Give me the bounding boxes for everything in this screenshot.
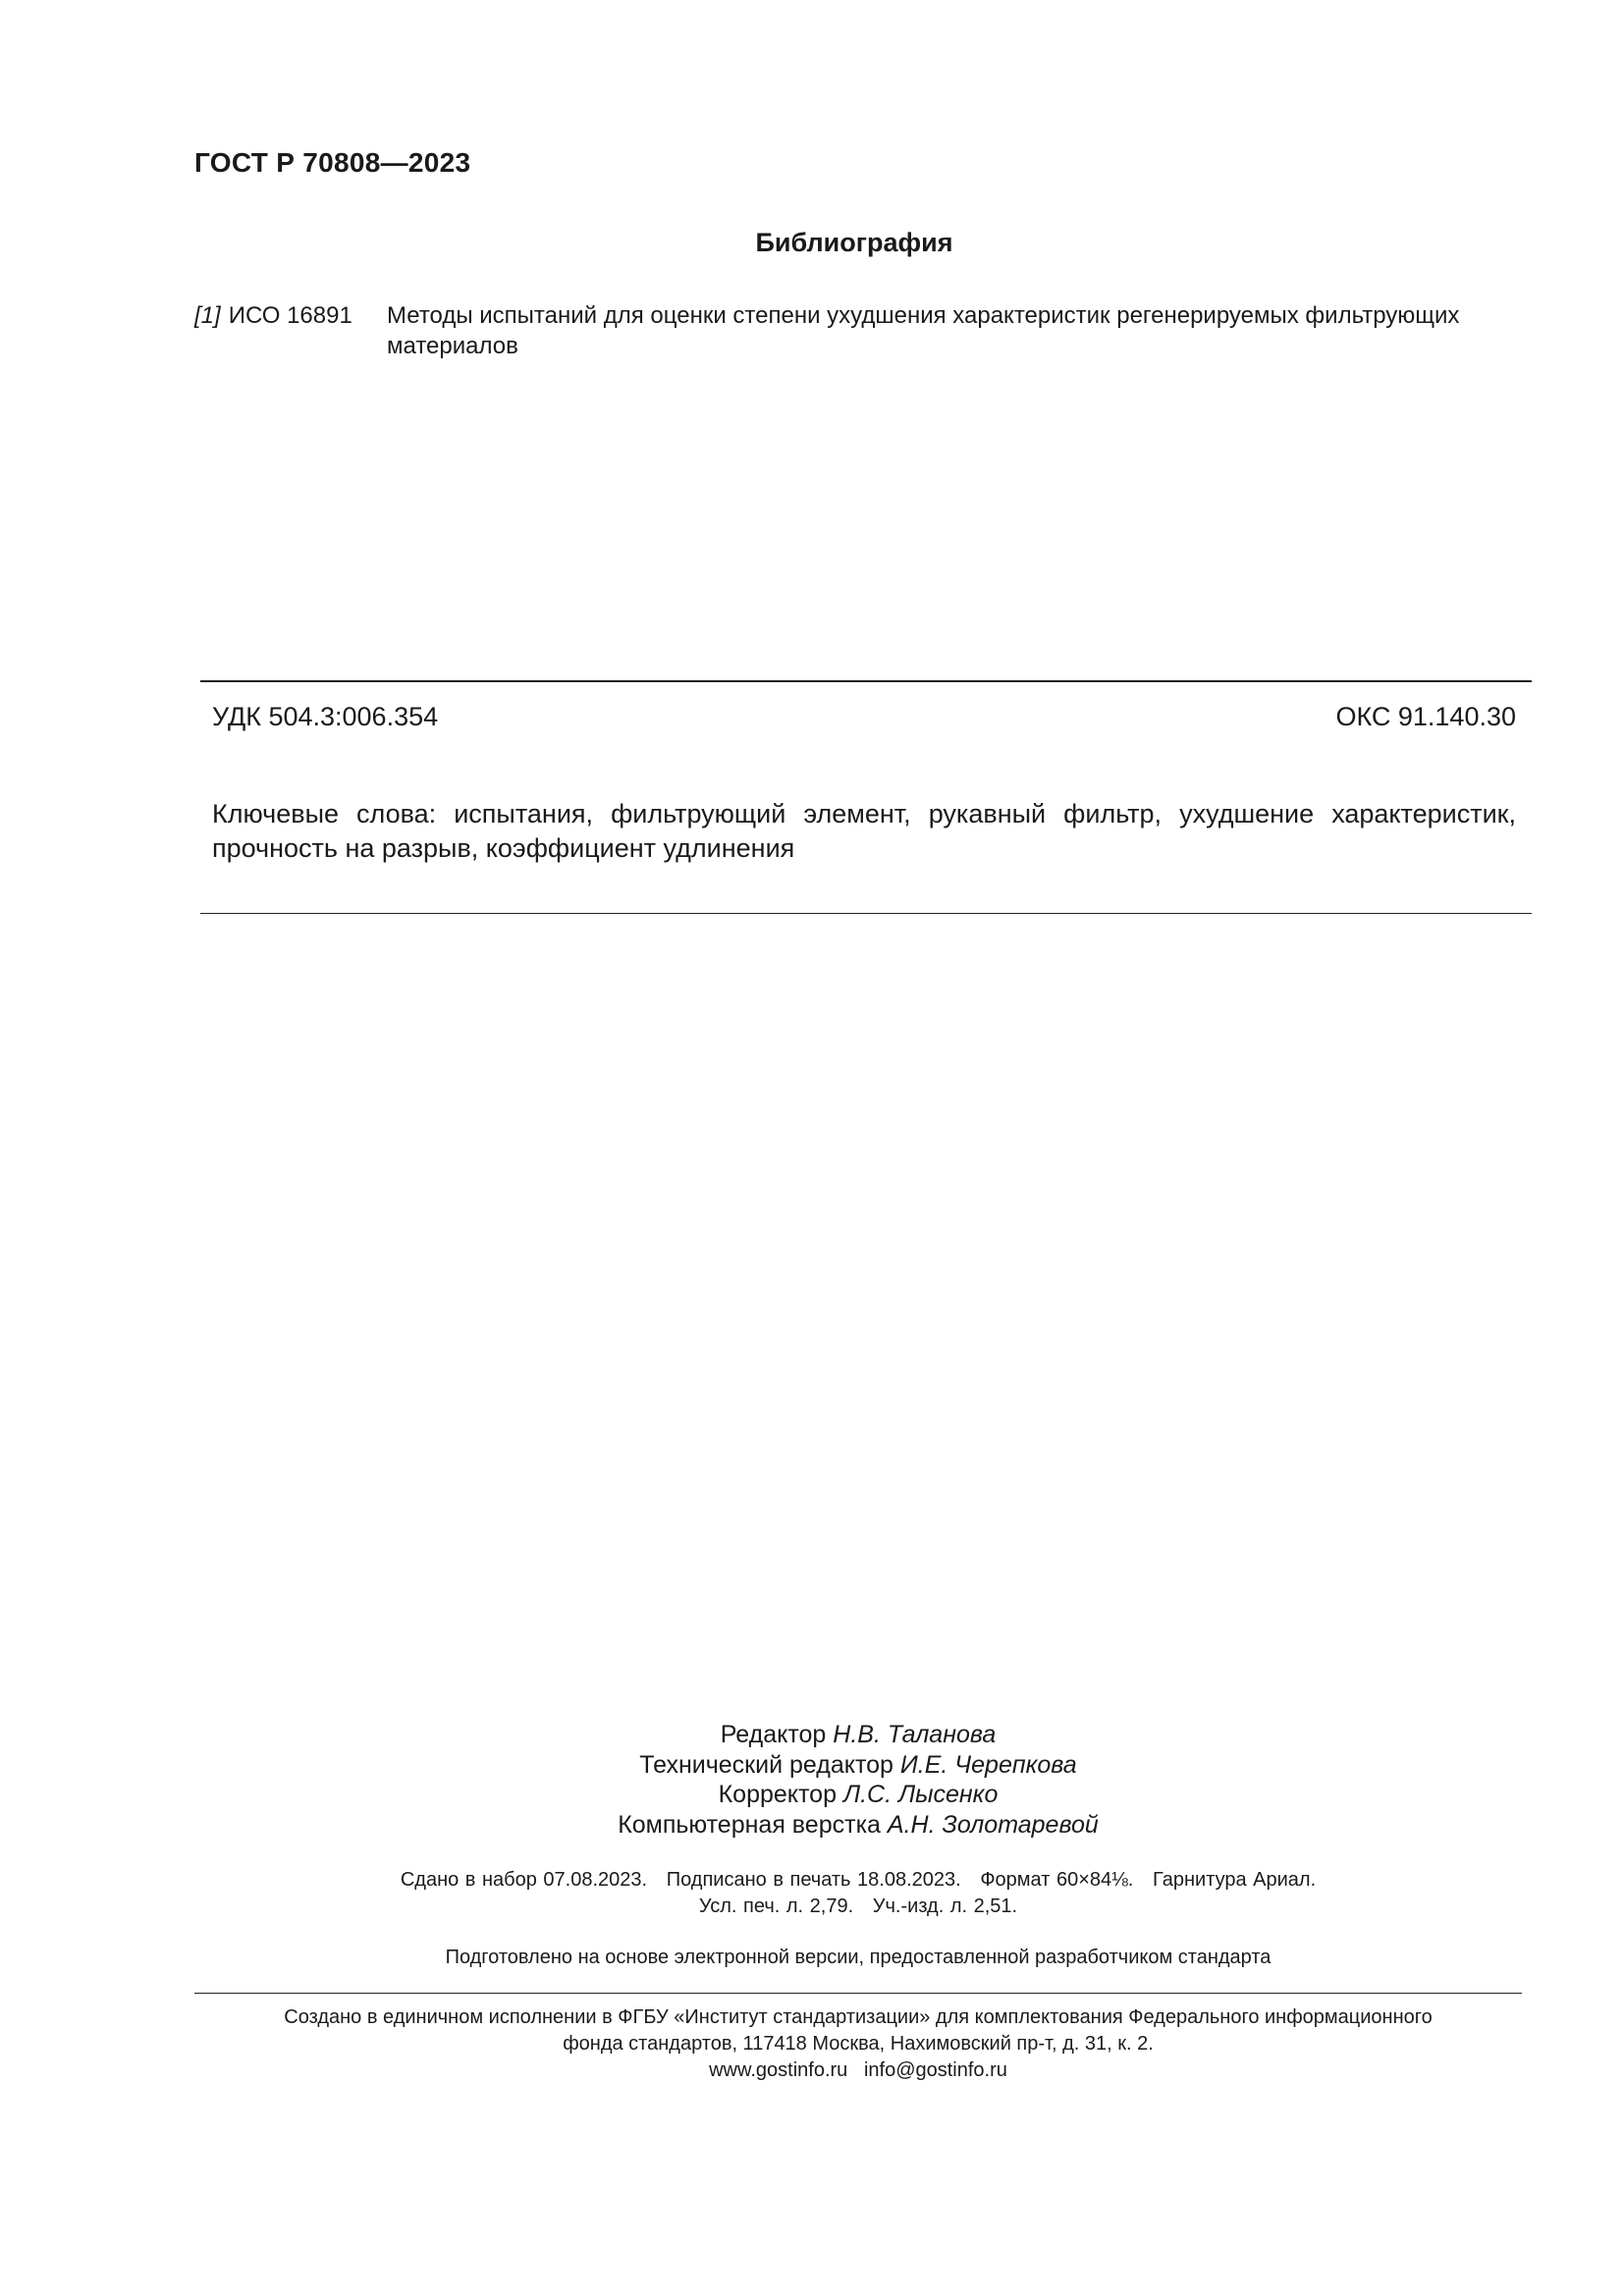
credit-role: Компьютерная верстка (618, 1810, 881, 1839)
bibliography-title: Библиография (755, 228, 953, 257)
bibliography-entry-ref (194, 300, 352, 331)
bibliography-entry (194, 300, 1522, 361)
oks-code: ОКС 91.140.30 (1335, 702, 1516, 731)
footer-contacts (0, 2057, 1624, 2084)
footer-line: фонда стандартов, 117418 Москва, Нахимовский пр-т, д. 31, к. 2. (563, 2033, 1154, 2055)
credit-editor (0, 1720, 1624, 1750)
print-info-line: Сдано в набор 07.08.2023. Подписано в печать 18.08.2023. Формат 60×84⅛. Гарнитура Ариал. (400, 1869, 1317, 1891)
credit-name: А.Н. Золотаревой (887, 1810, 1099, 1839)
footer-line: Создано в единичном исполнении в ФГБУ «Институт стандартизации» для комплектования Федерального информационного (284, 2006, 1433, 2028)
prepared-note: Подготовлено на основе электронной версии, предоставленной разработчиком стандарта (445, 1947, 1272, 1968)
bibliography-entry-number: [1] (194, 302, 221, 329)
print-info-line: Усл. печ. л. 2,79. Уч.-изд. л. 2,51. (698, 1896, 1018, 1917)
credit-name: И.Е. Черепкова (899, 1750, 1077, 1779)
divider-footer (194, 1993, 1522, 1994)
bibliography-entry-standard: ИСО 16891 (228, 302, 352, 329)
email-link[interactable]: info@gostinfo.ru (863, 2059, 1007, 2081)
print-info (0, 1867, 1624, 1920)
credit-role: Технический редактор (639, 1750, 893, 1779)
credits (0, 1720, 1624, 1840)
keywords: Ключевые слова: испытания, фильтрующий элемент, рукавный фильтр, ухудшение характеристик, прочность на разрыв, коэффициент удлинения (212, 799, 1516, 863)
divider-top (200, 680, 1532, 682)
credit-role: Редактор (720, 1721, 827, 1748)
document-code: ГОСТ Р 70808—2023 (194, 147, 471, 178)
credit-layout (0, 1810, 1624, 1841)
credit-name: Н.В. Таланова (833, 1721, 997, 1748)
udk-code: УДК 504.3:006.354 (212, 702, 439, 731)
credit-name: Л.С. Лысенко (842, 1781, 999, 1808)
credit-tech-editor (0, 1750, 1624, 1781)
website-link[interactable]: www.gostinfo.ru (709, 2059, 848, 2081)
publisher-footer (0, 2004, 1624, 2084)
credit-role: Корректор (718, 1781, 837, 1808)
credit-proofreader (0, 1780, 1624, 1810)
divider-keywords (200, 913, 1532, 914)
bibliography-entry-text: Методы испытаний для оценки степени ухудшения характеристик регенерируемых фильтрующих материалов (387, 302, 1460, 359)
